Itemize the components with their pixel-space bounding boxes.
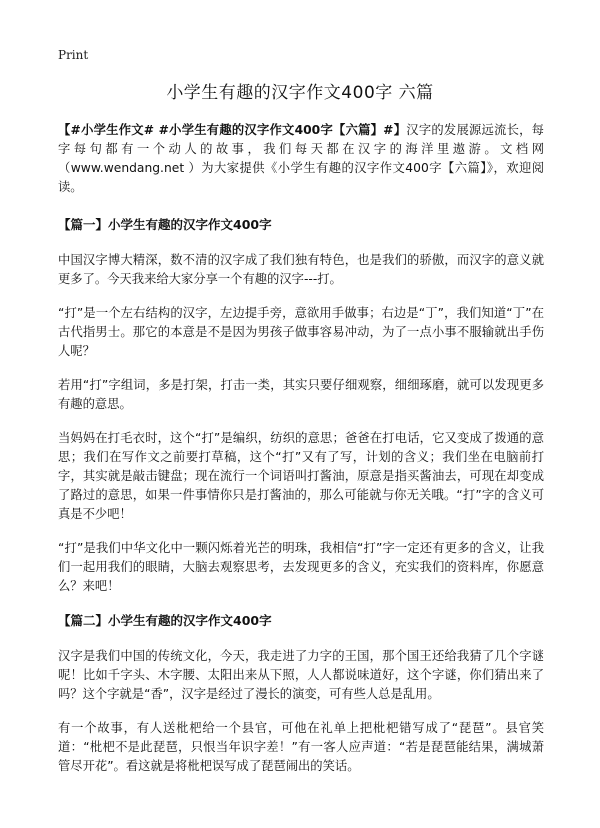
section-1-paragraph-4: 当妈妈在打毛衣时，这个“打”是编织，纺织的意思；爸爸在打电话，它又变成了拨通的意思；我们在写作文之前要打草稿，这个“打”又有了写，计划的含义；我们坐在电脑前打字，其实就是敲击键盘；现在流行一个词语叫打酱油，原意是指买酱油去，可现在却变成了路过的意思，如果一件事情你只是打酱油的，那么可能就与你无关哦。“打”字的含义可真是不少吧！ xyxy=(58,431,544,521)
section-2-paragraph-2: 有一个故事，有人送枇杷给一个县官，可他在礼单上把枇杷错写成了“琵琶”。县官笑道：“枇杷不是此琵琶，只恨当年识字差！”有一客人应声道：“若是琵琶能结果，满城萧管尽开花”。看这就是将枇杷误写成了琵琶闹出的笑话。 xyxy=(58,721,544,773)
intro-paragraph xyxy=(58,121,544,197)
section-1-paragraph-1: 中国汉字博大精深，数不清的汉字成了我们独有特色，也是我们的骄傲，而汉字的意义就更多了。今天我来给大家分享一个有趣的汉字---打。 xyxy=(58,253,544,286)
section-1-heading: 【篇一】小学生有趣的汉字作文400字 xyxy=(58,217,272,232)
section-2-paragraph-1: 汉字是我们中国的传统文化，今天，我走进了力字的王国，那个国王还给我猜了几个字谜呢！比如千字头、木字腰、太阳出来从下照，人人都说味道好，这个字谜，你们猜出来了吗？这个字就是“香”，汉字是经过了漫长的演变，可有些人总是乱用。 xyxy=(58,649,544,701)
section-1-paragraph-2: “打”是一个左右结构的汉字，左边提手旁，意欲用手做事；右边是“丁”，我们知道“丁”在古代指男士。那它的本意是不是因为男孩子做事容易冲动，为了一点小事不服输就出手伤人呢？ xyxy=(58,306,544,358)
section-2-heading: 【篇二】小学生有趣的汉字作文400字 xyxy=(58,613,272,628)
section-1-paragraph-5: “打”是我们中华文化中一颗闪烁着光芒的明珠，我相信“打”字一定还有更多的含义，让我们一起用我们的眼睛，大脑去观察思考，去发现更多的含义，充实我们的资料库，你愿意么？来吧！ xyxy=(58,541,544,593)
page-title: 小学生有趣的汉字作文400字 六篇 xyxy=(166,83,434,103)
section-1-paragraph-3: 若用“打”字组词，多是打架，打击一类，其实只要仔细观察，细细琢磨，就可以发现更多有趣的意思。 xyxy=(58,378,544,411)
print-label: Print xyxy=(58,48,89,62)
intro-tag: 【#小学生作文# #小学生有趣的汉字作文400字【六篇】#】 xyxy=(58,123,407,137)
intro-text: 汉字的发展源远流长，每字每句都有一个动人的故事，我们每天都在汉字的海洋里遨游。文档网（www.wendang.net ）为大家提供《小学生有趣的汉字作文400字【六篇】》，欢迎阅读。 xyxy=(58,123,544,194)
article-body xyxy=(58,121,544,791)
